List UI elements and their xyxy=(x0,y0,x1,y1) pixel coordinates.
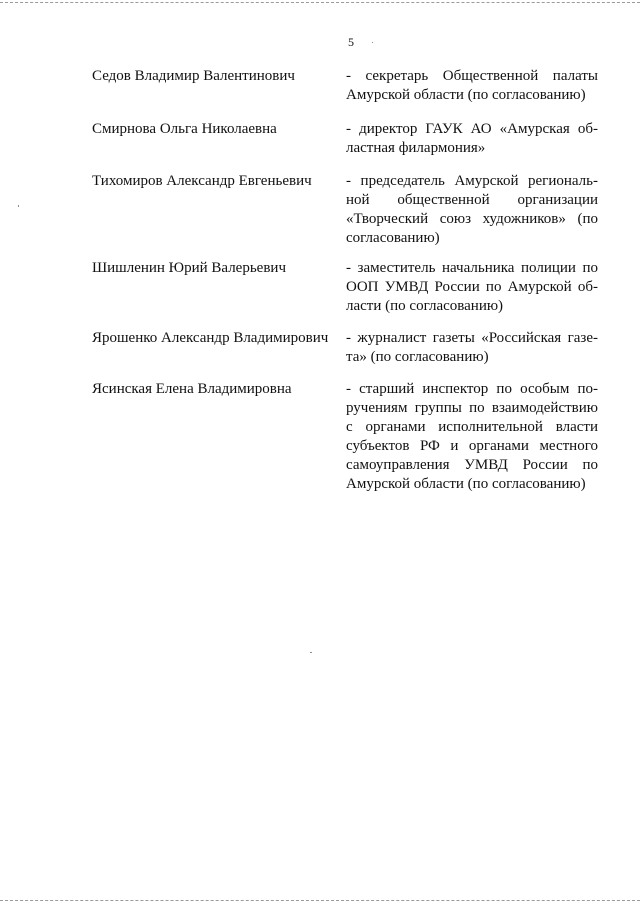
member-name: Ярошенко Александр Владимирович xyxy=(92,330,329,346)
position-line: - председатель Амурской региональ- xyxy=(346,173,598,189)
member-position xyxy=(346,259,598,316)
position-line: самоуправления УМВД России по xyxy=(346,457,598,473)
position-line: ласти (по согласованию) xyxy=(346,298,504,314)
scan-edge-top xyxy=(0,2,640,3)
position-line: - журналист газеты «Российская газе- xyxy=(346,330,598,346)
member-name: Ясинская Елена Владимировна xyxy=(92,381,292,397)
position-line: та» (по согласованию) xyxy=(346,349,489,365)
member-position xyxy=(346,172,598,248)
scan-speck xyxy=(310,652,312,653)
position-line: ручениям группы по взаимодействию xyxy=(346,400,598,416)
scan-edge-bottom xyxy=(0,900,640,901)
position-line: согласованию) xyxy=(346,230,440,246)
position-line: ластная филармония» xyxy=(346,140,486,156)
position-line: ной общественной организации xyxy=(346,192,598,208)
page-number: 5 xyxy=(348,35,354,49)
member-position xyxy=(346,329,598,367)
position-line: - директор ГАУК АО «Амурская об- xyxy=(346,121,598,137)
scan-speck xyxy=(372,42,373,43)
member-name: Тихомиров Александр Евгеньевич xyxy=(92,173,312,189)
position-line: субъектов РФ и органами местного xyxy=(346,438,598,454)
member-position xyxy=(346,67,598,105)
member-position xyxy=(346,120,598,158)
member-name: Седов Владимир Валентинович xyxy=(92,68,295,84)
position-line: - заместитель начальника полиции по xyxy=(346,260,598,276)
position-line: - секретарь Общественной палаты xyxy=(346,68,598,84)
position-line: с органами исполнительной власти xyxy=(346,419,598,435)
position-line: Амурской области (по согласованию) xyxy=(346,476,586,492)
scan-speck xyxy=(18,205,19,207)
member-name: Смирнова Ольга Николаевна xyxy=(92,121,277,137)
position-line: ООП УМВД России по Амурской об- xyxy=(346,279,598,295)
position-line: - старший инспектор по особым по- xyxy=(346,381,598,397)
position-line: «Творческий союз художников» (по xyxy=(346,211,598,227)
member-position xyxy=(346,380,598,494)
position-line: Амурской области (по согласованию) xyxy=(346,87,586,103)
member-name: Шишленин Юрий Валерьевич xyxy=(92,260,286,276)
